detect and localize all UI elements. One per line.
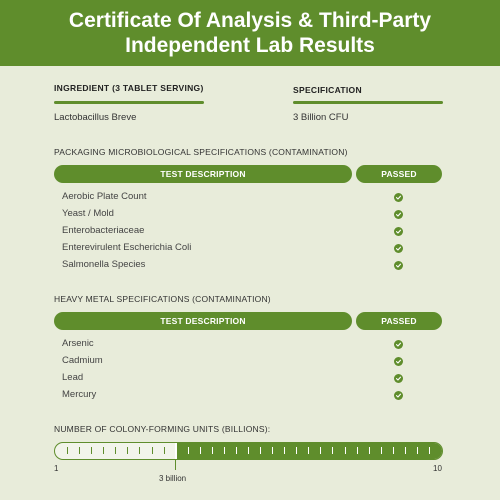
- metal-row-label: Cadmium: [62, 355, 103, 366]
- gauge-tick: [405, 447, 406, 454]
- cfu-gauge: [54, 442, 443, 460]
- specification-label: SPECIFICATION: [293, 85, 362, 95]
- gauge-tick: [236, 447, 237, 454]
- gauge-marker-line: [175, 460, 176, 470]
- header-title-line1: Certificate Of Analysis & Third-Party: [68, 9, 432, 32]
- check-circle-icon: [394, 244, 403, 253]
- ingredient-value: Lactobacillus Breve: [54, 112, 137, 123]
- gauge-tick: [429, 447, 430, 454]
- gauge-tick: [381, 447, 382, 454]
- gauge-tick: [308, 447, 309, 454]
- gauge-tick: [224, 447, 225, 454]
- gauge-tick: [248, 447, 249, 454]
- micro-row-label: Salmonella Species: [62, 259, 146, 270]
- specification-underline: [293, 101, 443, 104]
- micro-col-passed: PASSED: [356, 165, 442, 183]
- gauge-tick: [417, 447, 418, 454]
- metal-row-label: Lead: [62, 372, 84, 383]
- ingredient-underline: [54, 101, 204, 104]
- micro-col-test: TEST DESCRIPTION: [54, 165, 352, 183]
- ingredient-label: INGREDIENT (3 TABLET SERVING): [54, 83, 204, 93]
- gauge-tick: [176, 447, 177, 454]
- gauge-tick: [91, 447, 92, 454]
- gauge-tick: [139, 447, 140, 454]
- gauge-marker-label: 3 billion: [159, 474, 187, 483]
- gauge-tick: [212, 447, 213, 454]
- check-circle-icon: [394, 391, 403, 400]
- gauge-tick: [369, 447, 370, 454]
- page-header: [0, 0, 500, 66]
- micro-row-label: Yeast / Mold: [62, 208, 114, 219]
- gauge-tick: [393, 447, 394, 454]
- gauge-tick: [152, 447, 153, 454]
- micro-row-label: Enterobacteriaceae: [62, 225, 145, 236]
- metal-col-test: TEST DESCRIPTION: [54, 312, 352, 330]
- check-circle-icon: [394, 210, 403, 219]
- micro-row-label: Enterevirulent Escherichia Coli: [62, 242, 192, 253]
- gauge-tick: [296, 447, 297, 454]
- specification-value: 3 Billion CFU: [293, 112, 349, 123]
- check-circle-icon: [394, 227, 403, 236]
- gauge-tick: [188, 447, 189, 454]
- gauge-tick: [345, 447, 346, 454]
- metal-col-passed: PASSED: [356, 312, 442, 330]
- check-circle-icon: [394, 374, 403, 383]
- gauge-tick: [67, 447, 68, 454]
- microbiological-title: PACKAGING MICROBIOLOGICAL SPECIFICATIONS (CONTAMINATION): [54, 147, 348, 157]
- gauge-tick: [164, 447, 165, 454]
- check-circle-icon: [394, 193, 403, 202]
- gauge-tick: [272, 447, 273, 454]
- cfu-gauge-title: NUMBER OF COLONY-FORMING UNITS (BILLIONS):: [54, 424, 271, 434]
- gauge-tick: [200, 447, 201, 454]
- metal-row-label: Arsenic: [62, 338, 94, 349]
- gauge-tick: [260, 447, 261, 454]
- check-circle-icon: [394, 340, 403, 349]
- gauge-tick: [79, 447, 80, 454]
- header-title-line2: Independent Lab Results: [125, 34, 375, 57]
- check-circle-icon: [394, 357, 403, 366]
- heavy-metal-title: HEAVY METAL SPECIFICATIONS (CONTAMINATION): [54, 294, 271, 304]
- gauge-max-label: 10: [433, 464, 442, 473]
- gauge-tick: [115, 447, 116, 454]
- gauge-tick: [127, 447, 128, 454]
- metal-row-label: Mercury: [62, 389, 97, 400]
- gauge-tick: [103, 447, 104, 454]
- check-circle-icon: [394, 261, 403, 270]
- gauge-min-label: 1: [54, 464, 59, 473]
- gauge-tick: [320, 447, 321, 454]
- gauge-tick: [284, 447, 285, 454]
- gauge-tick: [332, 447, 333, 454]
- gauge-tick: [357, 447, 358, 454]
- micro-row-label: Aerobic Plate Count: [62, 191, 147, 202]
